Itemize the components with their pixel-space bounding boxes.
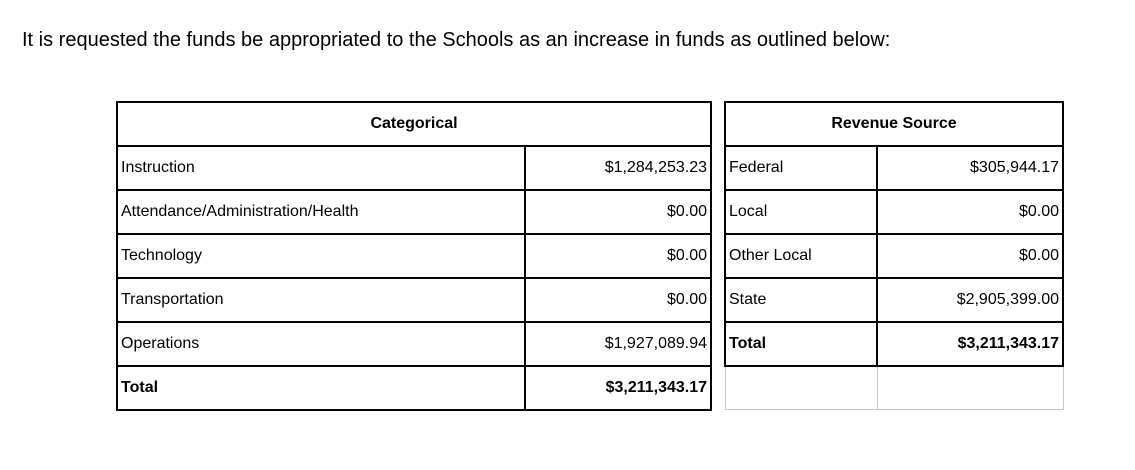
total-row [117,366,711,410]
revenue-label: Local [725,190,877,234]
category-amount: $1,284,253.23 [525,146,711,190]
empty-cell [877,366,1063,410]
table-header-row [117,102,711,146]
revenue-table [724,101,1064,410]
revenue-amount: $0.00 [877,190,1063,234]
category-label: Attendance/Administration/Health [117,190,525,234]
empty-row [725,366,1063,410]
revenue-header: Revenue Source [725,102,1063,146]
table-row [117,190,711,234]
revenue-amount: $305,944.17 [877,146,1063,190]
categorical-header: Categorical [117,102,711,146]
revenue-amount: $0.00 [877,234,1063,278]
table-row [725,190,1063,234]
revenue-label: Federal [725,146,877,190]
table-row [725,278,1063,322]
total-row [725,322,1063,366]
table-row [117,278,711,322]
intro-text: It is requested the funds be appropriated to the Schools as an increase in funds as outlined below: [22,29,891,51]
revenue-label: State [725,278,877,322]
category-amount: $0.00 [525,190,711,234]
category-amount: $1,927,089.94 [525,322,711,366]
table-row [725,146,1063,190]
category-amount: $0.00 [525,278,711,322]
category-label: Transportation [117,278,525,322]
category-label: Technology [117,234,525,278]
revenue-total-amount: $3,211,343.17 [877,322,1063,366]
revenue-total-label: Total [725,322,877,366]
table-row [725,234,1063,278]
category-amount: $0.00 [525,234,711,278]
table-header-row [725,102,1063,146]
revenue-label: Other Local [725,234,877,278]
table-row [117,234,711,278]
table-row [117,322,711,366]
category-label: Instruction [117,146,525,190]
categorical-total-amount: $3,211,343.17 [525,366,711,410]
table-row [117,146,711,190]
empty-cell [725,366,877,410]
revenue-amount: $2,905,399.00 [877,278,1063,322]
categorical-table [116,101,712,411]
categorical-total-label: Total [117,366,525,410]
category-label: Operations [117,322,525,366]
